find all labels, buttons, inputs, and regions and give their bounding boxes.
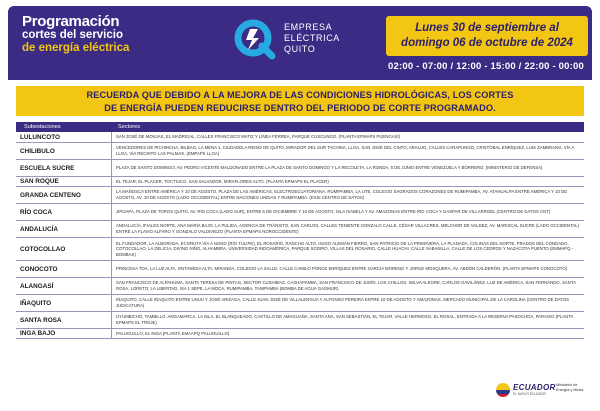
substation-name: ANDALUCÍA xyxy=(16,221,112,237)
substation-name: RÍO COCA xyxy=(16,204,112,220)
notice-line-1: RECUERDA QUE DEBIDO A LA MEJORA DE LAS CONDICIONES HIDROLÓGICAS, LOS CORTES xyxy=(86,90,514,100)
table-header xyxy=(16,122,584,132)
substation-name: IÑAQUITO xyxy=(16,295,112,311)
substation-name: CONOCOTO xyxy=(16,261,112,277)
sectors-text: JIPIJAPA, PLAZA DE TOROS QUITO, AV. RÍO COCA (LADO SUR), ENTRE 6 DE DICIEMBRE Y 10 DE AGOSTO, ISLA ISABELA Y AV. AMAZONAS ENTRE RÍO COCA Y GASPAR DE VILLARROEL (CENTRO DE DATOS CNT) xyxy=(116,209,551,215)
table-row xyxy=(16,177,584,187)
sectors-text: VENCEDORES DE PICHINCHA, BILBAO, LA MENA 1, CIUDADELA REINO DE QUITO, MIRADOR DEL SUR TACHINA, LLOA, SAN JOSÉ DEL CINTO, ARAUJO, CALLES CARAPUNGO, CRISTÓBAL ENRÍQUEZ, LUIS ZAMBRANO, VÍA A LLOA, VÍA RECINTO LAS PALMAS. (EMPAPS LLOA) xyxy=(116,145,575,156)
sectors-text: PRINCESA TOA, LA LUZ ALTA, ONTANEDA ALTA, MIRANDA, COLEGIO LA SALLE, CALLE CAMILO PONCE ENRÍQUEZ ENTRE GARCÍA MORENO Y JORGE MOSQUERA, AV. ABDÓN CALDERÓN. (PLANTA EPMAPS CONOCOTO) xyxy=(116,266,568,272)
company-name xyxy=(284,22,354,55)
header-banner xyxy=(8,6,592,80)
sectors-text: EL TEJAR, EL PLACER, TOCTIUCO, SAN SALVADOR, MIRAFLORES ALTO. (PLANTA EPMAPS EL PLACER) xyxy=(116,178,329,184)
date-line-1: Lunes 30 de septiembre al xyxy=(415,22,559,34)
sectors-text: SAN FRANCISCO DE ALPAHUMA, SANTA TERESA DE PINTAG, SECTOR CUSHIBAG, CASHAPAMBA, SAN FRANCISCO DE JUDÍN, LOS CHILLOS, SELVA ALEGRE, CARLOS GAVILÁNEZ, LUZ DE AMÉRICA, SAN FERNANDO, SANTA ROSA, LORETO, LA LIBERTAD, ISA 1 SEPE, LA MOCA, RUMIPAMBA, TANIPAMBA (BOMBA DE AGUA GAGMUR) xyxy=(116,280,576,291)
substation-name: SAN ROQUE xyxy=(16,177,112,186)
date-line-2: domingo 06 de octubre de 2024 xyxy=(401,37,573,49)
substation-name: COTOCOLLAO xyxy=(16,238,112,260)
table-row xyxy=(16,312,584,329)
company-line-1: EMPRESA xyxy=(284,22,333,32)
table-row xyxy=(16,143,584,160)
notice-banner xyxy=(16,86,584,116)
sectors-text: UYUMBICHO, TAMBILLO, ANGAMARCA, LA ISLA, EL BLANQUEADO, CASTILLO DE AMAGUAÑA, SANTA ANA, SAN SEBASTIÁN, EL TEJAR, VALLE HERMOSO, EL ROSAL, ENTRADA A LA RESERVA PASOCHOA, PARAISO (PLANTA EPMAPS EL TROJE) xyxy=(116,314,574,325)
sectors-text: LA MAÑOSCA ENTRE AMÉRICA Y 10 DE AGOSTO, PLAZA DE LAS AMÉRICAS, ELECTROECUATORIANA, RUMIPAMBA, LA UTE, COLEGIO SAGRADOS CORAZONES DE RUMIPAMBA, AV. ATAHUALPA ENTRE AMÉRICA Y 10 DE AGOSTO, AV. 10 DE AGOSTO (LADO OCCIDENTAL) ENTRE NACIONES UNIDAS Y RUMIPAMBA. (ESSI CENTRO DE DATOS) xyxy=(116,189,568,200)
table-row xyxy=(16,132,584,143)
notice-line-2: DE ENERGÍA PUEDEN REDUCIRSE DENTRO DEL PERIODO DE CORTE PROGRAMADO. xyxy=(104,102,496,113)
table-body xyxy=(16,132,584,339)
program-title xyxy=(22,14,152,54)
sectors-text: PALUGUILLO, EL INGA (PLANTA EMAAPQ PALUGUILLO) xyxy=(116,330,230,336)
sectors-text: EL FUNDADOR, LA ALBORADA, ECORUTA VÍA A NONO (RÍO TULIPE), EL ROSARIO, RANCHO ALTO, HUGO ALEMÁN FIERRO, SAN PATRICIO DE LA PRIMAVERA, LA PLANADA, COLINAS DEL NORTE, PRADOS DEL CONDADO, COTOCOLLAO, LA DELICIA, DIVINO NIÑO, ALHAMBRA, UNIVERSIDAD INDOAMÉRICA, PARQUE SODIRO, VILLAS DEL ROSARIO, CALLE HUACHI, CALLE SABANILLA, CALLE DE LOS CEDROS Y NAZACOTA PUENTO (EMMAPQ - BOMBAS) xyxy=(116,240,574,257)
title-line-2: cortes del servicio xyxy=(22,29,123,41)
substation-name: LULUNCOTO xyxy=(16,132,112,142)
company-line-3: QUITO xyxy=(284,44,316,54)
company-line-2: ELÉCTRICA xyxy=(284,33,340,43)
sectors-text: ANDALUCÍA, IFIALES NORTE, ANA MARÍA BAJO, LA PULIDA, AGENCIA DE TRÁNSITO, SAN CARLOS, CALLES TENIENTE GONZALO CALLE, CÉSAR VILLACRES, MELCHOR DE VALDEZ, AV. MARISCAL SUCRE (LADO OCCIDENTAL) ENTRE LA FLAVIO ALFARO Y GONZALO VALDIVIEZO (PLANTA EPMAPS NOROCCIDENTE) xyxy=(116,223,580,234)
table-row xyxy=(16,204,584,221)
schedule-table xyxy=(16,122,584,339)
table-row xyxy=(16,160,584,177)
title-line-1: Programación xyxy=(22,13,120,30)
col-substation-header: Subestaciones xyxy=(24,124,61,130)
ecuador-brand: ECUADOR xyxy=(513,383,556,392)
table-row xyxy=(16,187,584,204)
table-row xyxy=(16,278,584,295)
ecuador-brand-sub: EL NUEVO ECUADOR xyxy=(513,392,546,396)
substation-name: INGA BAJO xyxy=(16,329,112,338)
eeq-logo-icon xyxy=(232,16,278,62)
substation-name: SANTA ROSA xyxy=(16,312,112,328)
table-row xyxy=(16,329,584,339)
substation-name: ESCUELA SUCRE xyxy=(16,160,112,176)
substation-name: ALANGASÍ xyxy=(16,278,112,294)
sectors-text: IÑAQUITO, CALLE IÑAQUITO ENTRE UNUU Y JOSÉ ARIZAGA, CALLE JUAN JOSÉ DE VILLALENGUA Y ALFONSO PEREIRA ENTRE 10 DE AGOSTO Y AMAZONAS, MERCADO MUNICIPAL DE LA CAROLINA (CENTRO DE DATOS JUDICATURA) xyxy=(116,297,570,308)
date-range-badge xyxy=(386,16,588,56)
sectors-text: SAN JOSÉ DE MONJAS, EL MADRIGAL, CALLES FRANCISCO MATIZ Y LÍNEA FÉRREA, PARQUE CUSCUNGO. (PLANTA EPMAPS PUENGASÍ) xyxy=(116,134,401,140)
table-row xyxy=(16,221,584,238)
footer-logos xyxy=(496,381,584,399)
substation-name: CHILIBULO xyxy=(16,143,112,159)
outage-hours: 02:00 - 07:00 / 12:00 - 15:00 / 22:00 - 00:00 xyxy=(388,61,584,72)
ecuador-flag-icon xyxy=(496,383,510,397)
table-row xyxy=(16,295,584,312)
title-line-3: de energía eléctrica xyxy=(22,41,130,54)
table-row xyxy=(16,261,584,278)
sectors-text: PLAZA DE SANTO DOMINGO, AV. PEDRO VICENTE MALDONADO ENTRE LA PLAZA DE SANTO DOMINGO Y LA RECOLETA, LA RONDA, 5 DE JUNIO ENTRE VENEZUELA Y BORRERO, (MINISTERIO DE DEFENSA) xyxy=(116,165,543,171)
col-sectors-header: Sectores xyxy=(118,124,141,130)
table-row xyxy=(16,238,584,261)
substation-name: GRANDA CENTENO xyxy=(16,187,112,203)
ministry-name: Ministerio de Energía y Minas xyxy=(556,383,584,392)
company-logo xyxy=(232,16,352,62)
